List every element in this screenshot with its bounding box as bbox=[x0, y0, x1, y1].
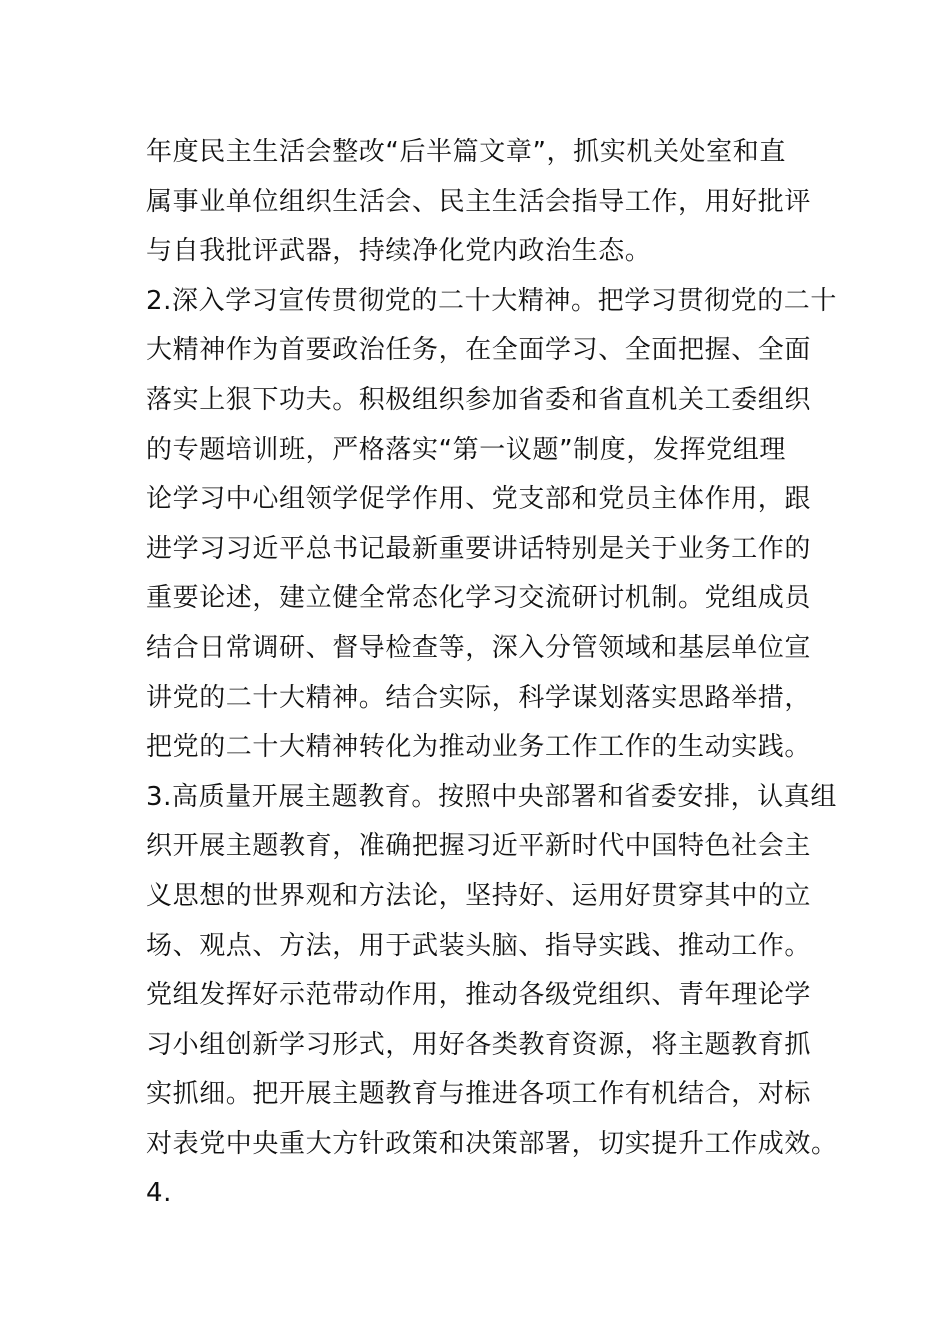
text-line: 进学习习近平总书记最新重要讲话特别是关于业务工作的 bbox=[146, 533, 812, 564]
text-line: 义思想的世界观和方法论，坚持好、运用好贯穿其中的立 bbox=[146, 880, 812, 911]
text-line: 的专题培训班，严格落实“第一议题”制度，发挥党组理 bbox=[146, 434, 786, 465]
text-line: 论学习中心组领学促学作用、党支部和党员主体作用，跟 bbox=[146, 484, 812, 515]
text-line: 落实上狠下功夫。积极组织参加省委和省直机关工委组织 bbox=[146, 384, 812, 415]
text-line: 结合日常调研、督导检查等，深入分管领域和基层单位宣 bbox=[146, 632, 812, 663]
text-line: 实抓细。把开展主题教育与推进各项工作有机结合，对标 bbox=[146, 1079, 812, 1110]
section-3-heading-line: 3.高质量开展主题教育。按照中央部署和省委安排，认真组 bbox=[146, 781, 838, 812]
text-line: 织开展主题教育，准确把握习近平新时代中国特色社会主 bbox=[146, 831, 812, 862]
text-line: 对表党中央重大方针政策和决策部署，切实提升工作成效。 bbox=[146, 1128, 838, 1159]
text-line: 把党的二十大精神转化为推动业务工作工作的生动实践。 bbox=[146, 732, 812, 763]
text-line: 与自我批评武器，持续净化党内政治生态。 bbox=[146, 236, 652, 267]
section-4-number: 4. bbox=[146, 1178, 173, 1209]
text-line: 年度民主生活会整改“后半篇文章”，抓实机关处室和直 bbox=[146, 137, 786, 167]
text-line: 习小组创新学习形式，用好各类教育资源，将主题教育抓 bbox=[146, 1029, 812, 1060]
text-line: 重要论述，建立健全常态化学习交流研讨机制。党组成员 bbox=[146, 583, 812, 614]
text-line: 属事业单位组织生活会、民主生活会指导工作，用好批评 bbox=[146, 186, 812, 217]
text-line: 大精神作为首要政治任务，在全面学习、全面把握、全面 bbox=[146, 335, 812, 366]
text-line: 讲党的二十大精神。结合实际，科学谋划落实思路举措， bbox=[146, 682, 812, 713]
document-body bbox=[146, 128, 838, 1219]
text-line: 场、观点、方法，用于武装头脑、指导实践、推动工作。 bbox=[146, 930, 812, 961]
text-line: 党组发挥好示范带动作用，推动各级党组织、青年理论学 bbox=[146, 980, 812, 1011]
section-2-heading-line: 2.深入学习宣传贯彻党的二十大精神。把学习贯彻党的二十 bbox=[146, 285, 838, 316]
